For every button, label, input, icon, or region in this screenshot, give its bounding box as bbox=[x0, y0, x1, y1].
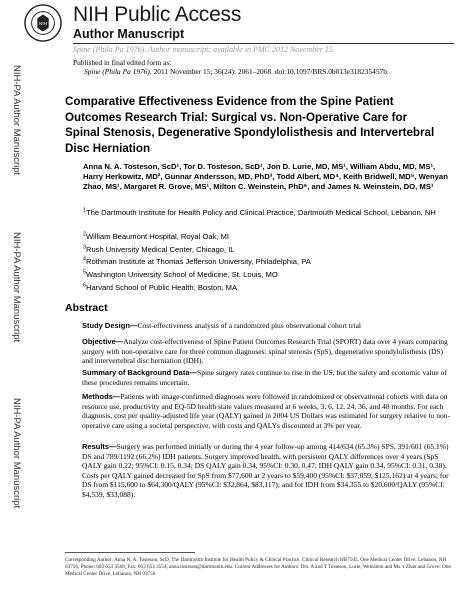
affiliation-3: $^3$Rush University Medical Center, Chicago, IL bbox=[83, 244, 235, 254]
affiliation-6: $^6$Harvard School of Public Health, Boston, MA bbox=[83, 282, 238, 292]
affiliation-5: $^5$Washington University School of Medicine, St. Louis, MO bbox=[83, 269, 278, 279]
abstract-heading: Abstract bbox=[65, 302, 108, 314]
affiliation-2: $^2$William Beaumont Hospital, Royal Oak, MI bbox=[83, 231, 230, 241]
header-reprint-line: Spine (Phila Pa 1976). Author manuscript; available in PMC 2012 November 15. bbox=[73, 45, 335, 54]
affiliation-4: $^4$Rothman Institute at Thomas Jefferson University, Philadelphia, PA bbox=[83, 256, 311, 266]
header-subtitle: Author Manuscript bbox=[73, 27, 185, 41]
header-rule bbox=[73, 43, 454, 44]
side-label-bottom: NIH-PA Author Manuscript bbox=[11, 398, 22, 509]
published-citation bbox=[84, 67, 389, 76]
side-label-middle: NIH-PA Author Manuscript bbox=[11, 232, 22, 343]
abstract-background: Summary of Background Data—Spine surgery rates continue to rise in the US, but the safety and economic value of these procedures remains uncertain. bbox=[82, 368, 447, 387]
published-note: Published in final edited form as: bbox=[73, 58, 172, 67]
published-journal: Spine (Phila Pa 1976). bbox=[84, 67, 152, 76]
published-citation-text: 2011 November 15; 36(24): 2061–2068. doi:10.1097/BRS.0b013e318235457b. bbox=[151, 67, 389, 76]
footnote-rule bbox=[65, 552, 195, 553]
abstract-results: Results—Surgery was performed initially or during the 4 year follow-up among 414/634 (65.3%) SPS, 391/601 (65.1%) DS and 789/1192 (66.2%) IDH patients. Surgery improved health, with persistent QALY differences over 4 years (SpS QALY gain 0.22; 95%CI: 0.15, 0.34; DS QALY gain 0.34, 95%CI: 0.30, 0.47; IDH QALY gain 0.34, 95%CI: 0.31, 0.38). Costs per QALY gained decreased for SpS from $77,600 at 2 years to $59,400 (95%CI: $37,059, $125,162) at 4 years; for DS from $115,600 to $64,300/QALY (95%CI: $32,864, $83,117); and for IDH from $34,355 to $20,600/QALY (95%CI: $4,539, $33,088). bbox=[82, 442, 449, 499]
abstract-methods: Methods—Patients with image-confirmed diagnoses were followed in randomized or observational cohorts with data on resource use, productivity and EQ-5D health state values measured at 6 weeks, 3, 6, 12, 24, 36, and 48 months. For each diagnosis, cost per quality-adjusted life year (QALY) gained in 2004 US Dollars was estimated for surgery relative to non-operative care using a societal perspective, with costs and QALYs discounted at 3% per year. bbox=[82, 392, 450, 430]
author-list: Anna N. A. Tosteson, ScD¹, Tor D. Tosteson, ScD¹, Jon D. Lurie, MD, MS¹, William Abdu, MD, MS¹, Harry Herkowitz, MD², Gunnar Andersson, MD, PhD³, Todd Albert, MD⁴, Keith Bridwell, MD⁵, Wenyan Zhao, MS¹, Margaret R. Grove, MS¹, Milton C. Weinstein, PhD⁶, and James N. Weinstein, DO, MS¹ bbox=[83, 162, 448, 191]
svg-text:NIH: NIH bbox=[38, 21, 48, 27]
side-label-top: NIH-PA Author Manuscript bbox=[11, 65, 22, 176]
abstract-objective: Objective—Analyze cost-effectiveness of Spine Patient Outcomes Research Trial (SPORT) data over 4 years comparing surgery with non-operative care for three common diagnoses: spinal stenosis (SpS), degenerative spondylolisthesis (DS) and intervertebral disc herniation (IDH). bbox=[82, 337, 448, 366]
paper-title: Comparative Effectiveness Evidence from the Spine Patient Outcomes Research Trial: Surgical vs. Non-Operative Care for Spinal Stenosis, Degenerative Spondylolisthesis and Intervertebral Disc Herniation bbox=[65, 95, 435, 155]
nih-logo bbox=[24, 4, 62, 42]
footnote: Corresponding Author: Anna N. A. Tosteson, ScD, The Dartmouth Institute for Health Policy & Clinical Practice, Clinical Research HB7505, One Medical Center Drive, Lebanon, NH 03756, Phone: 603 653 3568, Fax: 603 653 3554, anna.tosteson@dartmouth.edu. Current Addresses for Authors: Drs. A and T Tosteson, Lurie, Weinstein and Ms.'s Zhao and Grove: One Medical Center Drive, Lebanon, NH 03756 bbox=[65, 557, 451, 577]
affiliation-1: $^1$The Dartmouth Institute for Health Policy and Clinical Practice, Dartmouth Medical School, Lebanon, NH bbox=[83, 207, 436, 217]
abstract-study-design: Study Design—Cost-effectiveness analysis of a randomized plus observational cohort trial bbox=[82, 321, 361, 330]
header-title: NIH Public Access bbox=[73, 3, 242, 26]
